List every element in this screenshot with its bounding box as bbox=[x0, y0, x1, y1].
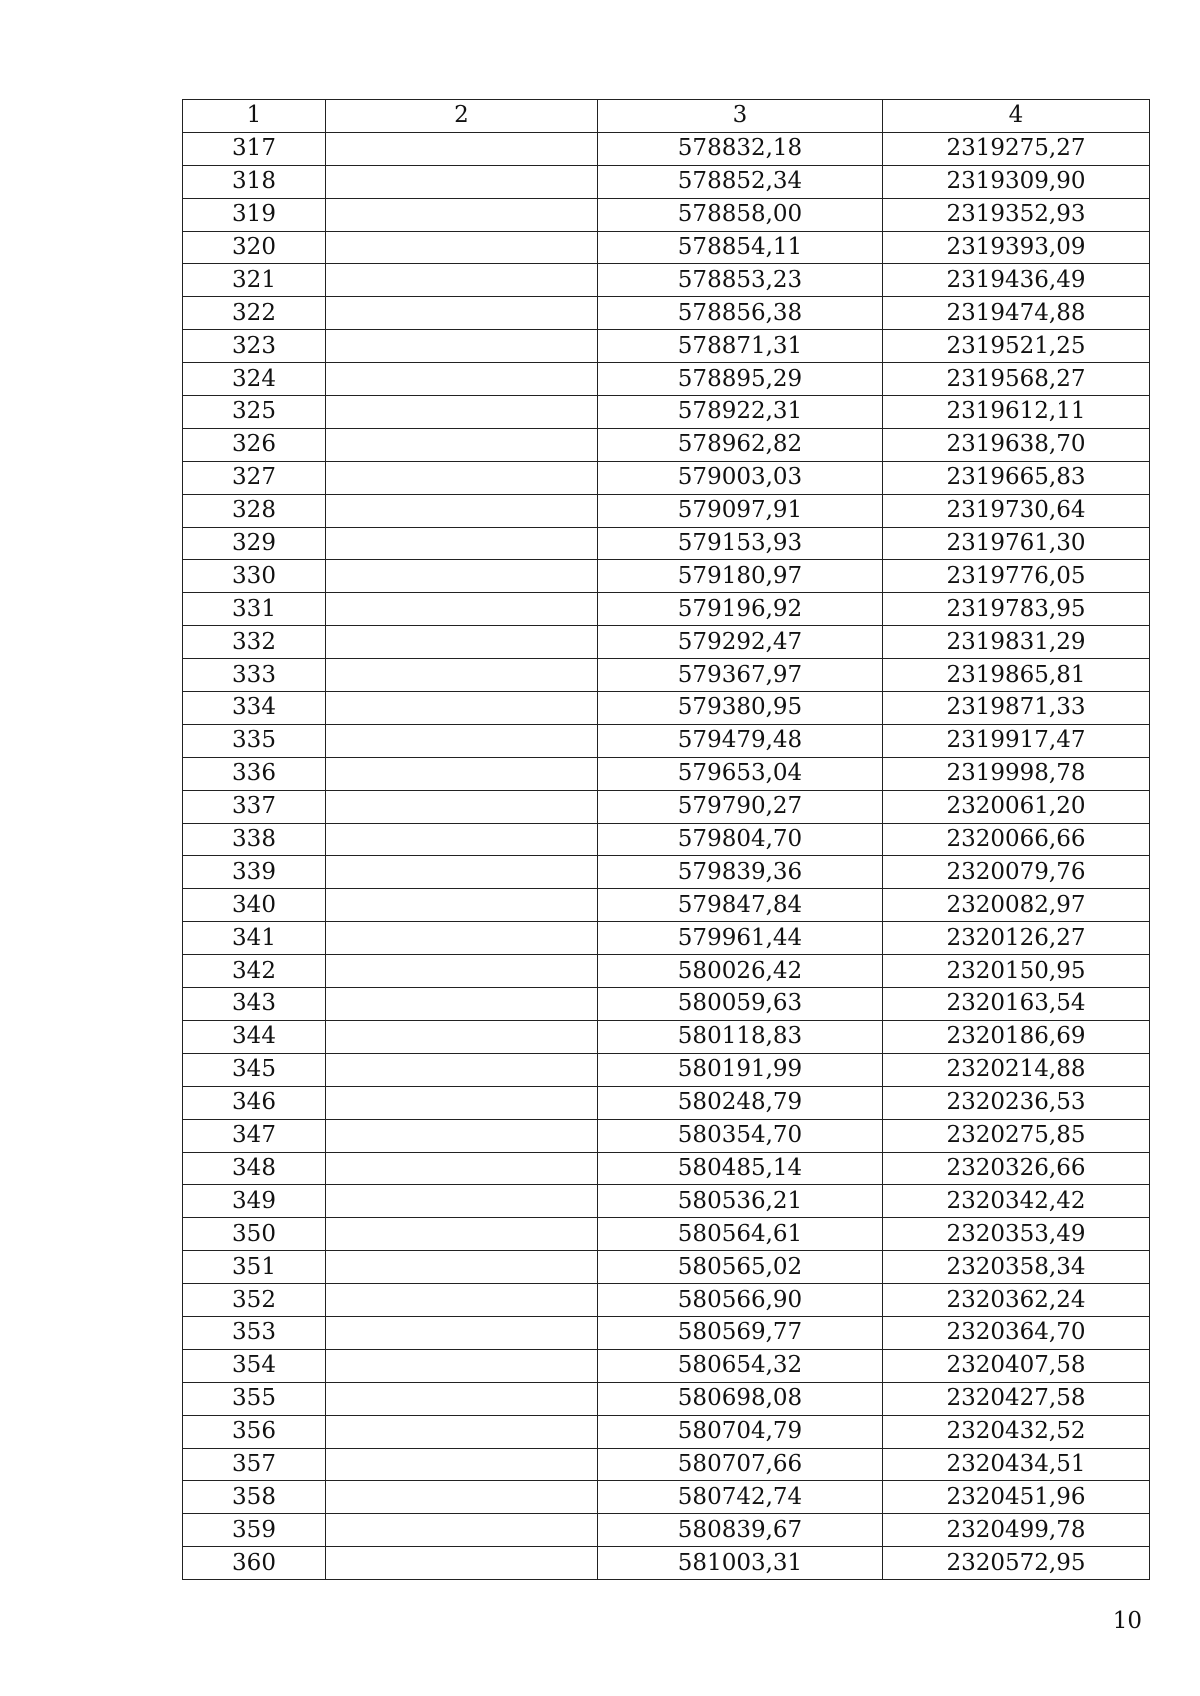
blank-cell bbox=[326, 1448, 598, 1481]
point-number-cell: 342 bbox=[183, 955, 326, 988]
table-row bbox=[183, 1119, 1150, 1152]
point-number-cell: 350 bbox=[183, 1218, 326, 1251]
table-row bbox=[183, 1349, 1150, 1382]
blank-cell bbox=[326, 330, 598, 363]
table-row bbox=[183, 1481, 1150, 1514]
blank-cell bbox=[326, 560, 598, 593]
table-row bbox=[183, 297, 1150, 330]
y-coordinate-cell: 2320275,85 bbox=[883, 1119, 1150, 1152]
y-coordinate-cell: 2319871,33 bbox=[883, 692, 1150, 725]
y-coordinate-cell: 2320163,54 bbox=[883, 988, 1150, 1021]
point-number-cell: 351 bbox=[183, 1251, 326, 1284]
x-coordinate-cell: 579961,44 bbox=[598, 922, 883, 955]
blank-cell bbox=[326, 1349, 598, 1382]
y-coordinate-cell: 2320236,53 bbox=[883, 1086, 1150, 1119]
y-coordinate-cell: 2319568,27 bbox=[883, 363, 1150, 396]
table-row bbox=[183, 363, 1150, 396]
table-row bbox=[183, 1152, 1150, 1185]
point-number-cell: 334 bbox=[183, 692, 326, 725]
point-number-cell: 332 bbox=[183, 626, 326, 659]
y-coordinate-cell: 2319783,95 bbox=[883, 593, 1150, 626]
table-row bbox=[183, 1086, 1150, 1119]
x-coordinate-cell: 579804,70 bbox=[598, 823, 883, 856]
table-row bbox=[183, 922, 1150, 955]
y-coordinate-cell: 2319436,49 bbox=[883, 264, 1150, 297]
y-coordinate-cell: 2320427,58 bbox=[883, 1382, 1150, 1415]
x-coordinate-cell: 580118,83 bbox=[598, 1020, 883, 1053]
column-header-3: 3 bbox=[598, 100, 883, 133]
y-coordinate-cell: 2319638,70 bbox=[883, 428, 1150, 461]
point-number-cell: 357 bbox=[183, 1448, 326, 1481]
table-row bbox=[183, 659, 1150, 692]
table-row bbox=[183, 1415, 1150, 1448]
x-coordinate-cell: 579097,91 bbox=[598, 494, 883, 527]
blank-cell bbox=[326, 593, 598, 626]
x-coordinate-cell: 580564,61 bbox=[598, 1218, 883, 1251]
y-coordinate-cell: 2320066,66 bbox=[883, 823, 1150, 856]
blank-cell bbox=[326, 790, 598, 823]
y-coordinate-cell: 2319275,27 bbox=[883, 132, 1150, 165]
x-coordinate-cell: 580536,21 bbox=[598, 1185, 883, 1218]
table-row bbox=[183, 1448, 1150, 1481]
point-number-cell: 331 bbox=[183, 593, 326, 626]
point-number-cell: 354 bbox=[183, 1349, 326, 1382]
blank-cell bbox=[326, 428, 598, 461]
y-coordinate-cell: 2320362,24 bbox=[883, 1284, 1150, 1317]
blank-cell bbox=[326, 165, 598, 198]
y-coordinate-cell: 2320358,34 bbox=[883, 1251, 1150, 1284]
table-row bbox=[183, 626, 1150, 659]
y-coordinate-cell: 2320079,76 bbox=[883, 856, 1150, 889]
x-coordinate-cell: 579839,36 bbox=[598, 856, 883, 889]
blank-cell bbox=[326, 527, 598, 560]
table-row bbox=[183, 1020, 1150, 1053]
blank-cell bbox=[326, 1020, 598, 1053]
blank-cell bbox=[326, 198, 598, 231]
y-coordinate-cell: 2320451,96 bbox=[883, 1481, 1150, 1514]
x-coordinate-cell: 578962,82 bbox=[598, 428, 883, 461]
blank-cell bbox=[326, 1152, 598, 1185]
point-number-cell: 347 bbox=[183, 1119, 326, 1152]
point-number-cell: 327 bbox=[183, 461, 326, 494]
y-coordinate-cell: 2320186,69 bbox=[883, 1020, 1150, 1053]
point-number-cell: 358 bbox=[183, 1481, 326, 1514]
x-coordinate-cell: 579367,97 bbox=[598, 659, 883, 692]
blank-cell bbox=[326, 297, 598, 330]
point-number-cell: 360 bbox=[183, 1547, 326, 1580]
blank-cell bbox=[326, 757, 598, 790]
point-number-cell: 323 bbox=[183, 330, 326, 363]
blank-cell bbox=[326, 856, 598, 889]
x-coordinate-cell: 579180,97 bbox=[598, 560, 883, 593]
blank-cell bbox=[326, 659, 598, 692]
blank-cell bbox=[326, 1316, 598, 1349]
point-number-cell: 328 bbox=[183, 494, 326, 527]
blank-cell bbox=[326, 626, 598, 659]
point-number-cell: 348 bbox=[183, 1152, 326, 1185]
point-number-cell: 317 bbox=[183, 132, 326, 165]
point-number-cell: 336 bbox=[183, 757, 326, 790]
y-coordinate-cell: 2320061,20 bbox=[883, 790, 1150, 823]
y-coordinate-cell: 2319474,88 bbox=[883, 297, 1150, 330]
y-coordinate-cell: 2319612,11 bbox=[883, 396, 1150, 429]
x-coordinate-cell: 580707,66 bbox=[598, 1448, 883, 1481]
x-coordinate-cell: 578852,34 bbox=[598, 165, 883, 198]
point-number-cell: 322 bbox=[183, 297, 326, 330]
table-row bbox=[183, 132, 1150, 165]
x-coordinate-cell: 579479,48 bbox=[598, 724, 883, 757]
point-number-cell: 339 bbox=[183, 856, 326, 889]
table-row bbox=[183, 231, 1150, 264]
blank-cell bbox=[326, 1284, 598, 1317]
y-coordinate-cell: 2319865,81 bbox=[883, 659, 1150, 692]
blank-cell bbox=[326, 1514, 598, 1547]
point-number-cell: 341 bbox=[183, 922, 326, 955]
blank-cell bbox=[326, 692, 598, 725]
x-coordinate-cell: 578856,38 bbox=[598, 297, 883, 330]
blank-cell bbox=[326, 1053, 598, 1086]
x-coordinate-cell: 578854,11 bbox=[598, 231, 883, 264]
blank-cell bbox=[326, 922, 598, 955]
table-row bbox=[183, 198, 1150, 231]
point-number-cell: 349 bbox=[183, 1185, 326, 1218]
x-coordinate-cell: 580485,14 bbox=[598, 1152, 883, 1185]
x-coordinate-cell: 579847,84 bbox=[598, 889, 883, 922]
point-number-cell: 359 bbox=[183, 1514, 326, 1547]
x-coordinate-cell: 578858,00 bbox=[598, 198, 883, 231]
x-coordinate-cell: 579380,95 bbox=[598, 692, 883, 725]
blank-cell bbox=[326, 823, 598, 856]
point-number-cell: 352 bbox=[183, 1284, 326, 1317]
table-row bbox=[183, 264, 1150, 297]
y-coordinate-cell: 2319730,64 bbox=[883, 494, 1150, 527]
y-coordinate-cell: 2319665,83 bbox=[883, 461, 1150, 494]
point-number-cell: 340 bbox=[183, 889, 326, 922]
blank-cell bbox=[326, 1382, 598, 1415]
x-coordinate-cell: 578895,29 bbox=[598, 363, 883, 396]
y-coordinate-cell: 2319831,29 bbox=[883, 626, 1150, 659]
blank-cell bbox=[326, 264, 598, 297]
table-row bbox=[183, 461, 1150, 494]
point-number-cell: 319 bbox=[183, 198, 326, 231]
y-coordinate-cell: 2320342,42 bbox=[883, 1185, 1150, 1218]
blank-cell bbox=[326, 1218, 598, 1251]
blank-cell bbox=[326, 724, 598, 757]
table-row bbox=[183, 1547, 1150, 1580]
blank-cell bbox=[326, 1119, 598, 1152]
x-coordinate-cell: 580839,67 bbox=[598, 1514, 883, 1547]
y-coordinate-cell: 2320364,70 bbox=[883, 1316, 1150, 1349]
point-number-cell: 318 bbox=[183, 165, 326, 198]
table-row bbox=[183, 1316, 1150, 1349]
blank-cell bbox=[326, 955, 598, 988]
blank-cell bbox=[326, 889, 598, 922]
y-coordinate-cell: 2319917,47 bbox=[883, 724, 1150, 757]
y-coordinate-cell: 2320150,95 bbox=[883, 955, 1150, 988]
blank-cell bbox=[326, 494, 598, 527]
table-row bbox=[183, 790, 1150, 823]
table-row bbox=[183, 889, 1150, 922]
table-row bbox=[183, 856, 1150, 889]
x-coordinate-cell: 580569,77 bbox=[598, 1316, 883, 1349]
y-coordinate-cell: 2319761,30 bbox=[883, 527, 1150, 560]
table-row bbox=[183, 1382, 1150, 1415]
point-number-cell: 343 bbox=[183, 988, 326, 1021]
point-number-cell: 337 bbox=[183, 790, 326, 823]
point-number-cell: 335 bbox=[183, 724, 326, 757]
x-coordinate-cell: 580565,02 bbox=[598, 1251, 883, 1284]
x-coordinate-cell: 579196,92 bbox=[598, 593, 883, 626]
table-row bbox=[183, 955, 1150, 988]
table-row bbox=[183, 724, 1150, 757]
y-coordinate-cell: 2319309,90 bbox=[883, 165, 1150, 198]
table-row bbox=[183, 823, 1150, 856]
table-row bbox=[183, 560, 1150, 593]
blank-cell bbox=[326, 396, 598, 429]
y-coordinate-cell: 2320326,66 bbox=[883, 1152, 1150, 1185]
point-number-cell: 356 bbox=[183, 1415, 326, 1448]
point-number-cell: 346 bbox=[183, 1086, 326, 1119]
y-coordinate-cell: 2320434,51 bbox=[883, 1448, 1150, 1481]
table-row bbox=[183, 1284, 1150, 1317]
table-row bbox=[183, 692, 1150, 725]
column-header-2: 2 bbox=[326, 100, 598, 133]
table-row bbox=[183, 527, 1150, 560]
x-coordinate-cell: 580704,79 bbox=[598, 1415, 883, 1448]
point-number-cell: 355 bbox=[183, 1382, 326, 1415]
x-coordinate-cell: 580742,74 bbox=[598, 1481, 883, 1514]
x-coordinate-cell: 580059,63 bbox=[598, 988, 883, 1021]
y-coordinate-cell: 2320407,58 bbox=[883, 1349, 1150, 1382]
table-row bbox=[183, 1218, 1150, 1251]
y-coordinate-cell: 2320572,95 bbox=[883, 1547, 1150, 1580]
y-coordinate-cell: 2320214,88 bbox=[883, 1053, 1150, 1086]
x-coordinate-cell: 578832,18 bbox=[598, 132, 883, 165]
table-row bbox=[183, 1053, 1150, 1086]
x-coordinate-cell: 580354,70 bbox=[598, 1119, 883, 1152]
column-header-1: 1 bbox=[183, 100, 326, 133]
table-row bbox=[183, 396, 1150, 429]
point-number-cell: 353 bbox=[183, 1316, 326, 1349]
table-row bbox=[183, 593, 1150, 626]
table-body bbox=[183, 132, 1150, 1579]
x-coordinate-cell: 579653,04 bbox=[598, 757, 883, 790]
x-coordinate-cell: 578871,31 bbox=[598, 330, 883, 363]
blank-cell bbox=[326, 1481, 598, 1514]
table-row bbox=[183, 1514, 1150, 1547]
x-coordinate-cell: 579790,27 bbox=[598, 790, 883, 823]
table-row bbox=[183, 1185, 1150, 1218]
y-coordinate-cell: 2320499,78 bbox=[883, 1514, 1150, 1547]
y-coordinate-cell: 2319776,05 bbox=[883, 560, 1150, 593]
blank-cell bbox=[326, 1415, 598, 1448]
y-coordinate-cell: 2319521,25 bbox=[883, 330, 1150, 363]
x-coordinate-cell: 580654,32 bbox=[598, 1349, 883, 1382]
x-coordinate-cell: 580698,08 bbox=[598, 1382, 883, 1415]
y-coordinate-cell: 2319393,09 bbox=[883, 231, 1150, 264]
point-number-cell: 325 bbox=[183, 396, 326, 429]
x-coordinate-cell: 580248,79 bbox=[598, 1086, 883, 1119]
blank-cell bbox=[326, 132, 598, 165]
table-row bbox=[183, 1251, 1150, 1284]
point-number-cell: 344 bbox=[183, 1020, 326, 1053]
x-coordinate-cell: 578853,23 bbox=[598, 264, 883, 297]
table-row bbox=[183, 988, 1150, 1021]
point-number-cell: 320 bbox=[183, 231, 326, 264]
x-coordinate-cell: 579003,03 bbox=[598, 461, 883, 494]
y-coordinate-cell: 2320432,52 bbox=[883, 1415, 1150, 1448]
point-number-cell: 324 bbox=[183, 363, 326, 396]
point-number-cell: 345 bbox=[183, 1053, 326, 1086]
blank-cell bbox=[326, 1086, 598, 1119]
blank-cell bbox=[326, 363, 598, 396]
y-coordinate-cell: 2319352,93 bbox=[883, 198, 1150, 231]
table-row bbox=[183, 494, 1150, 527]
y-coordinate-cell: 2319998,78 bbox=[883, 757, 1150, 790]
table-row bbox=[183, 428, 1150, 461]
point-number-cell: 321 bbox=[183, 264, 326, 297]
blank-cell bbox=[326, 988, 598, 1021]
table-header-row bbox=[183, 100, 1150, 133]
blank-cell bbox=[326, 1547, 598, 1580]
blank-cell bbox=[326, 231, 598, 264]
blank-cell bbox=[326, 1251, 598, 1284]
x-coordinate-cell: 581003,31 bbox=[598, 1547, 883, 1580]
x-coordinate-cell: 579292,47 bbox=[598, 626, 883, 659]
point-number-cell: 330 bbox=[183, 560, 326, 593]
point-number-cell: 326 bbox=[183, 428, 326, 461]
x-coordinate-cell: 579153,93 bbox=[598, 527, 883, 560]
page-number: 10 bbox=[1112, 1608, 1142, 1634]
y-coordinate-cell: 2320353,49 bbox=[883, 1218, 1150, 1251]
y-coordinate-cell: 2320082,97 bbox=[883, 889, 1150, 922]
point-number-cell: 338 bbox=[183, 823, 326, 856]
x-coordinate-cell: 580191,99 bbox=[598, 1053, 883, 1086]
blank-cell bbox=[326, 1185, 598, 1218]
y-coordinate-cell: 2320126,27 bbox=[883, 922, 1150, 955]
x-coordinate-cell: 580566,90 bbox=[598, 1284, 883, 1317]
x-coordinate-cell: 580026,42 bbox=[598, 955, 883, 988]
point-number-cell: 329 bbox=[183, 527, 326, 560]
column-header-4: 4 bbox=[883, 100, 1150, 133]
coordinates-table bbox=[182, 99, 1150, 1580]
table-row bbox=[183, 330, 1150, 363]
x-coordinate-cell: 578922,31 bbox=[598, 396, 883, 429]
blank-cell bbox=[326, 461, 598, 494]
point-number-cell: 333 bbox=[183, 659, 326, 692]
table-row bbox=[183, 165, 1150, 198]
table-row bbox=[183, 757, 1150, 790]
